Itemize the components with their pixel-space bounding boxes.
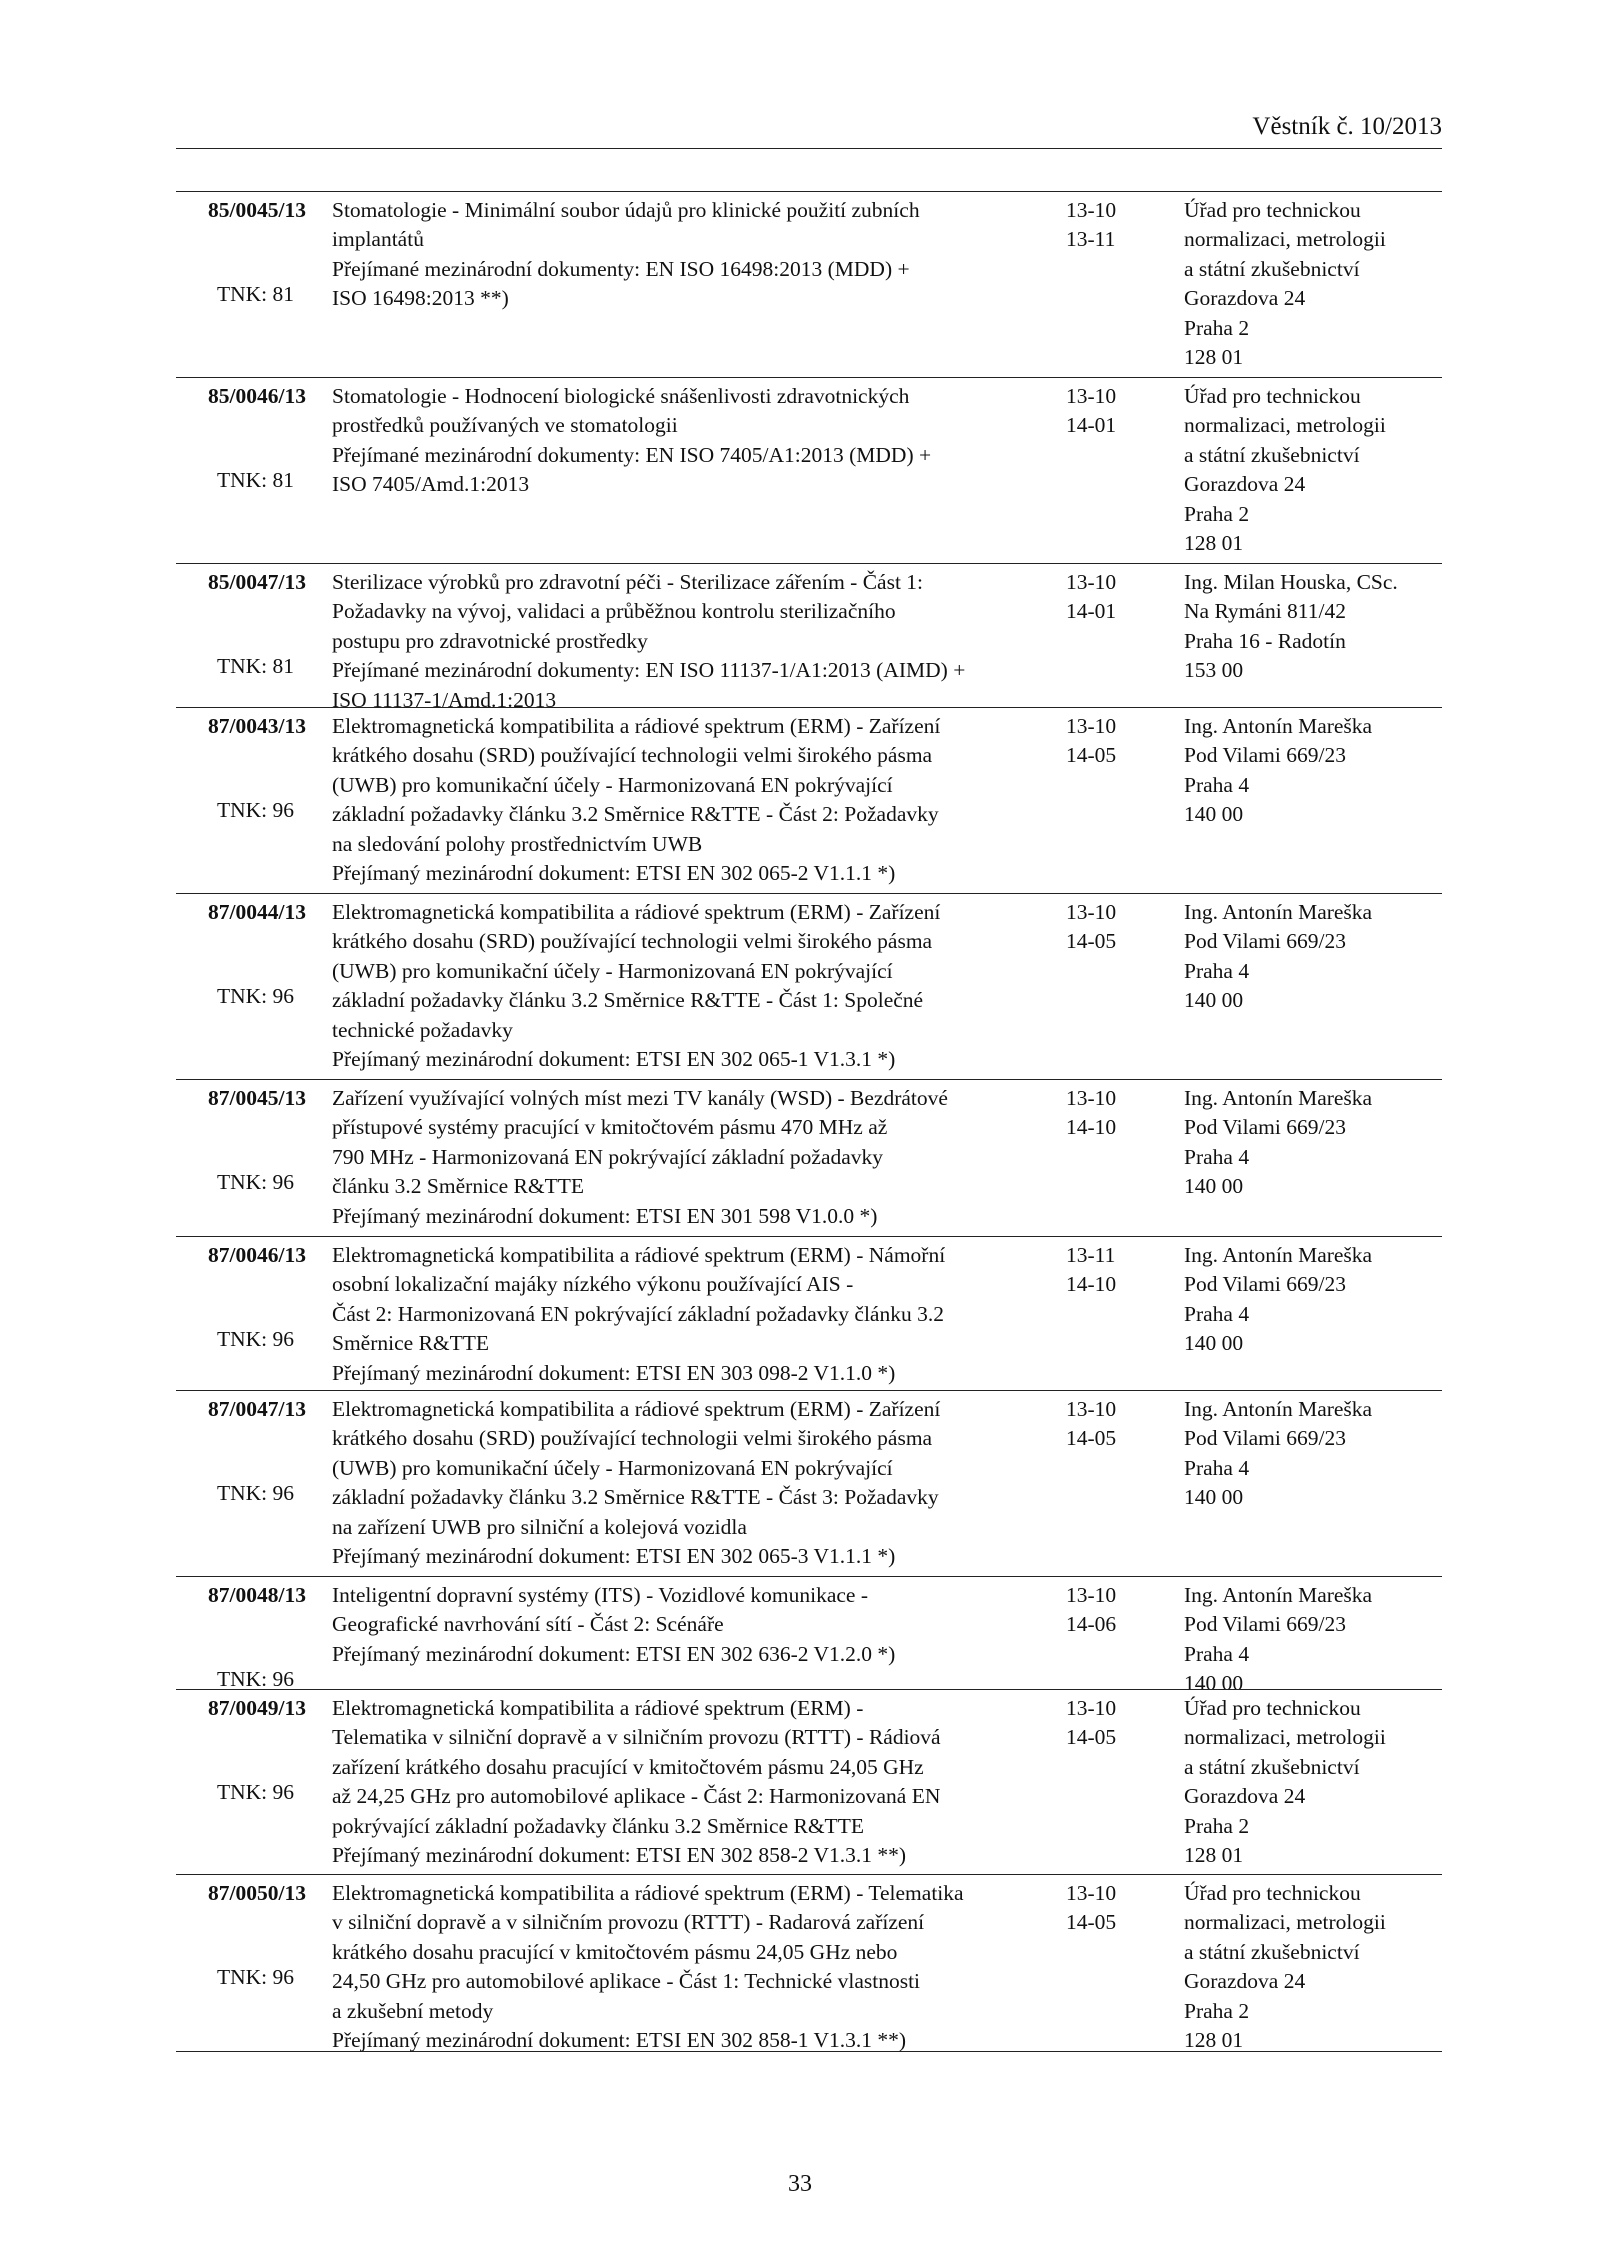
date-code: 13-10 bbox=[1066, 714, 1117, 738]
address-line: normalizaci, metrologii bbox=[1184, 1725, 1386, 1750]
description-line: Přejímaný mezinárodní dokument: ETSI EN 302 858-2 V1.3.1 **) bbox=[332, 1843, 907, 1868]
description-line: krátkého dosahu (SRD) používající technologii velmi širokého pásma bbox=[332, 1426, 933, 1451]
address-line: Praha 4 bbox=[1184, 958, 1250, 983]
address-line: Ing. Antonín Mareška bbox=[1184, 714, 1373, 738]
standard-number: 85/0045/13 bbox=[208, 198, 306, 222]
description-line: a zkušební metody bbox=[332, 1998, 494, 2023]
address-line: a státní zkušebnictví bbox=[1184, 1754, 1360, 1779]
description-line: základní požadavky článku 3.2 Směrnice R&TTE - Část 2: Požadavky bbox=[332, 802, 939, 827]
processor-address bbox=[1184, 568, 1442, 686]
processor-address bbox=[1184, 898, 1442, 1016]
date-code: 14-05 bbox=[1066, 743, 1117, 768]
description-line: přístupové systémy pracující v kmitočtovém pásmu 470 MHz až bbox=[332, 1115, 888, 1140]
description-line: prostředků používaných ve stomatologii bbox=[332, 413, 678, 438]
description-line: ISO 16498:2013 **) bbox=[332, 286, 509, 311]
address-line: Ing. Antonín Mareška bbox=[1184, 900, 1373, 924]
date-code: 14-10 bbox=[1066, 1272, 1117, 1297]
description-line: Přejímaný mezinárodní dokument: ETSI EN 303 098-2 V1.1.0 *) bbox=[332, 1360, 896, 1385]
address-line: Praha 2 bbox=[1184, 501, 1250, 526]
address-line: Pod Vilami 669/23 bbox=[1184, 1426, 1346, 1451]
description-line: Inteligentní dopravní systémy (ITS) - Vozidlové komunikace - bbox=[332, 1583, 868, 1607]
standard-number: 85/0047/13 bbox=[208, 570, 306, 594]
date-code: 13-10 bbox=[1066, 1881, 1117, 1905]
standards-table bbox=[176, 191, 1442, 2052]
tnk-label: TNK: 96 bbox=[216, 1667, 294, 1691]
address-line: Praha 4 bbox=[1184, 1301, 1250, 1326]
page-header bbox=[176, 112, 1442, 149]
processor-address bbox=[1184, 196, 1442, 372]
address-line: Praha 16 - Radotín bbox=[1184, 628, 1346, 653]
address-line: a státní zkušebnictví bbox=[1184, 1939, 1360, 1964]
processor-address bbox=[1184, 1084, 1442, 1202]
address-line: Gorazdova 24 bbox=[1184, 286, 1306, 311]
address-line: Gorazdova 24 bbox=[1184, 1784, 1306, 1809]
dates bbox=[1066, 196, 1186, 255]
date-code: 13-10 bbox=[1066, 384, 1117, 408]
address-line: 128 01 bbox=[1184, 2028, 1244, 2053]
description-line: Elektromagnetická kompatibilita a rádiové spektrum (ERM) - Námořní bbox=[332, 1243, 946, 1267]
dates bbox=[1066, 1694, 1186, 1753]
standard-number: 87/0048/13 bbox=[208, 1583, 306, 1607]
address-line: Pod Vilami 669/23 bbox=[1184, 1115, 1346, 1140]
description-line: 790 MHz - Harmonizovaná EN pokrývající základní požadavky bbox=[332, 1144, 884, 1169]
description-line: na sledování polohy prostřednictvím UWB bbox=[332, 831, 703, 856]
address-line: Praha 4 bbox=[1184, 772, 1250, 797]
date-code: 14-05 bbox=[1066, 1910, 1117, 1935]
dates bbox=[1066, 568, 1186, 627]
address-line: normalizaci, metrologii bbox=[1184, 227, 1386, 252]
address-line: Úřad pro technickou bbox=[1184, 384, 1361, 408]
description-line: krátkého dosahu (SRD) používající technologii velmi širokého pásma bbox=[332, 743, 933, 768]
address-line: Praha 2 bbox=[1184, 315, 1250, 340]
address-line: Úřad pro technickou bbox=[1184, 1881, 1361, 1905]
processor-address bbox=[1184, 712, 1442, 830]
address-line: 140 00 bbox=[1184, 1671, 1244, 1696]
address-line: 140 00 bbox=[1184, 988, 1244, 1013]
description-line: Sterilizace výrobků pro zdravotní péči - Sterilizace zářením - Část 1: bbox=[332, 570, 924, 594]
date-code: 14-05 bbox=[1066, 1426, 1117, 1451]
description-line: Přejímaný mezinárodní dokument: ETSI EN 302 636-2 V1.2.0 *) bbox=[332, 1641, 896, 1666]
description-line: pokrývající základní požadavky článku 3.2 Směrnice R&TTE bbox=[332, 1813, 864, 1838]
description-line: (UWB) pro komunikační účely - Harmonizovaná EN pokrývající bbox=[332, 1455, 893, 1480]
address-line: 128 01 bbox=[1184, 531, 1244, 556]
tnk-label: TNK: 81 bbox=[216, 654, 294, 678]
description-line: Přejímané mezinárodní dokumenty: EN ISO 11137-1/A1:2013 (AIMD) + bbox=[332, 658, 966, 683]
address-line: Ing. Antonín Mareška bbox=[1184, 1243, 1373, 1267]
address-line: Úřad pro technickou bbox=[1184, 1696, 1361, 1720]
processor-address bbox=[1184, 1879, 1442, 2055]
processor-address bbox=[1184, 1694, 1442, 1870]
description-line: 24,50 GHz pro automobilové aplikace - Část 1: Technické vlastnosti bbox=[332, 1969, 921, 1994]
description-line: zařízení krátkého dosahu pracující v kmitočtovém pásmu 24,05 GHz bbox=[332, 1754, 924, 1779]
date-code: 13-10 bbox=[1066, 900, 1117, 924]
description-line: (UWB) pro komunikační účely - Harmonizovaná EN pokrývající bbox=[332, 958, 893, 983]
processor-address bbox=[1184, 382, 1442, 558]
description-line: Elektromagnetická kompatibilita a rádiové spektrum (ERM) - bbox=[332, 1696, 864, 1720]
description-line: Elektromagnetická kompatibilita a rádiové spektrum (ERM) - Zařízení bbox=[332, 900, 941, 924]
processor-address bbox=[1184, 1395, 1442, 1513]
table-row bbox=[176, 1390, 1442, 1576]
processor-address bbox=[1184, 1581, 1442, 1699]
address-line: a státní zkušebnictví bbox=[1184, 442, 1360, 467]
tnk-label: TNK: 96 bbox=[216, 1481, 294, 1505]
table-row bbox=[176, 707, 1442, 893]
standard-number: 87/0046/13 bbox=[208, 1243, 306, 1267]
page-number: 33 bbox=[788, 2171, 812, 2197]
address-line: normalizaci, metrologii bbox=[1184, 413, 1386, 438]
address-line: 140 00 bbox=[1184, 1331, 1244, 1356]
description-line: ISO 7405/Amd.1:2013 bbox=[332, 472, 530, 497]
standard-number: 87/0050/13 bbox=[208, 1881, 306, 1905]
table-row bbox=[176, 377, 1442, 563]
address-line: Ing. Antonín Mareška bbox=[1184, 1583, 1373, 1607]
dates bbox=[1066, 382, 1186, 441]
tnk-label: TNK: 81 bbox=[216, 282, 294, 306]
description-line: ISO 11137-1/Amd.1:2013 bbox=[332, 687, 557, 712]
address-line: Pod Vilami 669/23 bbox=[1184, 1612, 1346, 1637]
table-row bbox=[176, 1236, 1442, 1390]
processor-address bbox=[1184, 1241, 1442, 1359]
table-row bbox=[176, 1874, 1442, 2051]
table-row bbox=[176, 1079, 1442, 1236]
dates bbox=[1066, 1084, 1186, 1143]
date-code: 13-10 bbox=[1066, 198, 1117, 222]
description-line: Přejímaný mezinárodní dokument: ETSI EN 302 065-3 V1.1.1 *) bbox=[332, 1544, 896, 1569]
description-line: článku 3.2 Směrnice R&TTE bbox=[332, 1174, 584, 1199]
address-line: 128 01 bbox=[1184, 1843, 1244, 1868]
date-code: 14-05 bbox=[1066, 929, 1117, 954]
description-line: Směrnice R&TTE bbox=[332, 1331, 490, 1356]
address-line: a státní zkušebnictví bbox=[1184, 256, 1360, 281]
description-line: Elektromagnetická kompatibilita a rádiové spektrum (ERM) - Zařízení bbox=[332, 1397, 941, 1421]
address-line: Na Rymáni 811/42 bbox=[1184, 599, 1346, 624]
description-line: Přejímaný mezinárodní dokument: ETSI EN 302 065-1 V1.3.1 *) bbox=[332, 1047, 896, 1072]
dates bbox=[1066, 1879, 1186, 1938]
dates bbox=[1066, 1241, 1186, 1300]
journal-title: Věstník č. 10/2013 bbox=[1252, 113, 1442, 140]
address-line: Pod Vilami 669/23 bbox=[1184, 1272, 1346, 1297]
address-line: Praha 2 bbox=[1184, 1998, 1250, 2023]
description-line: na zařízení UWB pro silniční a kolejová vozidla bbox=[332, 1514, 747, 1539]
date-code: 13-10 bbox=[1066, 1397, 1117, 1421]
tnk-label: TNK: 96 bbox=[216, 1965, 294, 1989]
address-line: Praha 4 bbox=[1184, 1641, 1250, 1666]
description-line: Geografické navrhování sítí - Část 2: Scénáře bbox=[332, 1612, 724, 1637]
date-code: 13-11 bbox=[1066, 1243, 1116, 1267]
description-line: postupu pro zdravotnické prostředky bbox=[332, 628, 648, 653]
date-code: 14-01 bbox=[1066, 413, 1117, 438]
address-line: Pod Vilami 669/23 bbox=[1184, 743, 1346, 768]
standard-number: 85/0046/13 bbox=[208, 384, 306, 408]
date-code: 14-10 bbox=[1066, 1115, 1117, 1140]
description-line: technické požadavky bbox=[332, 1017, 513, 1042]
table-row bbox=[176, 192, 1442, 377]
description-line: Přejímané mezinárodní dokumenty: EN ISO 16498:2013 (MDD) + bbox=[332, 256, 910, 281]
tnk-label: TNK: 96 bbox=[216, 1780, 294, 1804]
standard-number: 87/0044/13 bbox=[208, 900, 306, 924]
standard-number: 87/0047/13 bbox=[208, 1397, 306, 1421]
description-line: Požadavky na vývoj, validaci a průběžnou kontrolu sterilizačního bbox=[332, 599, 896, 624]
dates bbox=[1066, 712, 1186, 771]
address-line: 128 01 bbox=[1184, 345, 1244, 370]
table-row bbox=[176, 1576, 1442, 1696]
description-line: krátkého dosahu (SRD) používající technologii velmi širokého pásma bbox=[332, 929, 933, 954]
tnk-label: TNK: 81 bbox=[216, 468, 294, 492]
description-line: Elektromagnetická kompatibilita a rádiové spektrum (ERM) - Telematika bbox=[332, 1881, 964, 1905]
description-line: osobní lokalizační majáky nízkého výkonu používající AIS - bbox=[332, 1272, 854, 1297]
address-line: Praha 2 bbox=[1184, 1813, 1250, 1838]
description-line: Přejímaný mezinárodní dokument: ETSI EN 301 598 V1.0.0 *) bbox=[332, 1203, 878, 1228]
standard-number: 87/0049/13 bbox=[208, 1696, 306, 1720]
description-line: Zařízení využívající volných míst mezi TV kanály (WSD) - Bezdrátové bbox=[332, 1086, 948, 1110]
date-code: 13-10 bbox=[1066, 570, 1117, 594]
address-line: Úřad pro technickou bbox=[1184, 198, 1361, 222]
description-line: Část 2: Harmonizovaná EN pokrývající základní požadavky článku 3.2 bbox=[332, 1301, 944, 1326]
address-line: Pod Vilami 669/23 bbox=[1184, 929, 1346, 954]
tnk-label: TNK: 96 bbox=[216, 1170, 294, 1194]
description-line: Přejímaný mezinárodní dokument: ETSI EN 302 065-2 V1.1.1 *) bbox=[332, 861, 896, 886]
address-line: Ing. Milan Houska, CSc. bbox=[1184, 570, 1398, 594]
address-line: 140 00 bbox=[1184, 1485, 1244, 1510]
table-row bbox=[176, 563, 1442, 712]
date-code: 13-10 bbox=[1066, 1696, 1117, 1720]
address-line: 140 00 bbox=[1184, 802, 1244, 827]
date-code: 14-06 bbox=[1066, 1612, 1117, 1637]
date-code: 13-11 bbox=[1066, 227, 1116, 252]
address-line: 153 00 bbox=[1184, 658, 1244, 683]
table-row bbox=[176, 893, 1442, 1079]
date-code: 13-10 bbox=[1066, 1583, 1117, 1607]
address-line: Gorazdova 24 bbox=[1184, 1969, 1306, 1994]
address-line: Gorazdova 24 bbox=[1184, 472, 1306, 497]
description-line: Elektromagnetická kompatibilita a rádiové spektrum (ERM) - Zařízení bbox=[332, 714, 941, 738]
description-line: základní požadavky článku 3.2 Směrnice R&TTE - Část 3: Požadavky bbox=[332, 1485, 939, 1510]
date-code: 14-01 bbox=[1066, 599, 1117, 624]
address-line: 140 00 bbox=[1184, 1174, 1244, 1199]
description-line: (UWB) pro komunikační účely - Harmonizovaná EN pokrývající bbox=[332, 772, 893, 797]
address-line: Ing. Antonín Mareška bbox=[1184, 1086, 1373, 1110]
description-line: implantátů bbox=[332, 227, 424, 252]
description-line: Telematika v silniční dopravě a v silničním provozu (RTTT) - Rádiová bbox=[332, 1725, 941, 1750]
description-line: až 24,25 GHz pro automobilové aplikace - Část 2: Harmonizovaná EN bbox=[332, 1784, 941, 1809]
description-line: v silniční dopravě a v silničním provozu (RTTT) - Radarová zařízení bbox=[332, 1910, 925, 1935]
date-code: 14-05 bbox=[1066, 1725, 1117, 1750]
description-line: Přejímané mezinárodní dokumenty: EN ISO 7405/A1:2013 (MDD) + bbox=[332, 442, 932, 467]
date-code: 13-10 bbox=[1066, 1086, 1117, 1110]
tnk-label: TNK: 96 bbox=[216, 1327, 294, 1351]
dates bbox=[1066, 1395, 1186, 1454]
description-line: krátkého dosahu pracující v kmitočtovém pásmu 24,05 GHz nebo bbox=[332, 1939, 898, 1964]
standard-number: 87/0043/13 bbox=[208, 714, 306, 738]
description-line: Stomatologie - Hodnocení biologické snášenlivosti zdravotnických bbox=[332, 384, 910, 408]
dates bbox=[1066, 898, 1186, 957]
tnk-label: TNK: 96 bbox=[216, 798, 294, 822]
description-line: základní požadavky článku 3.2 Směrnice R&TTE - Část 1: Společné bbox=[332, 988, 924, 1013]
tnk-label: TNK: 96 bbox=[216, 984, 294, 1008]
address-line: normalizaci, metrologii bbox=[1184, 1910, 1386, 1935]
description-line: Stomatologie - Minimální soubor údajů pro klinické použití zubních bbox=[332, 198, 920, 222]
dates bbox=[1066, 1581, 1186, 1640]
standard-number: 87/0045/13 bbox=[208, 1086, 306, 1110]
address-line: Praha 4 bbox=[1184, 1144, 1250, 1169]
table-row bbox=[176, 1689, 1442, 1874]
address-line: Praha 4 bbox=[1184, 1455, 1250, 1480]
address-line: Ing. Antonín Mareška bbox=[1184, 1397, 1373, 1421]
description-line: Přejímaný mezinárodní dokument: ETSI EN 302 858-1 V1.3.1 **) bbox=[332, 2028, 907, 2053]
